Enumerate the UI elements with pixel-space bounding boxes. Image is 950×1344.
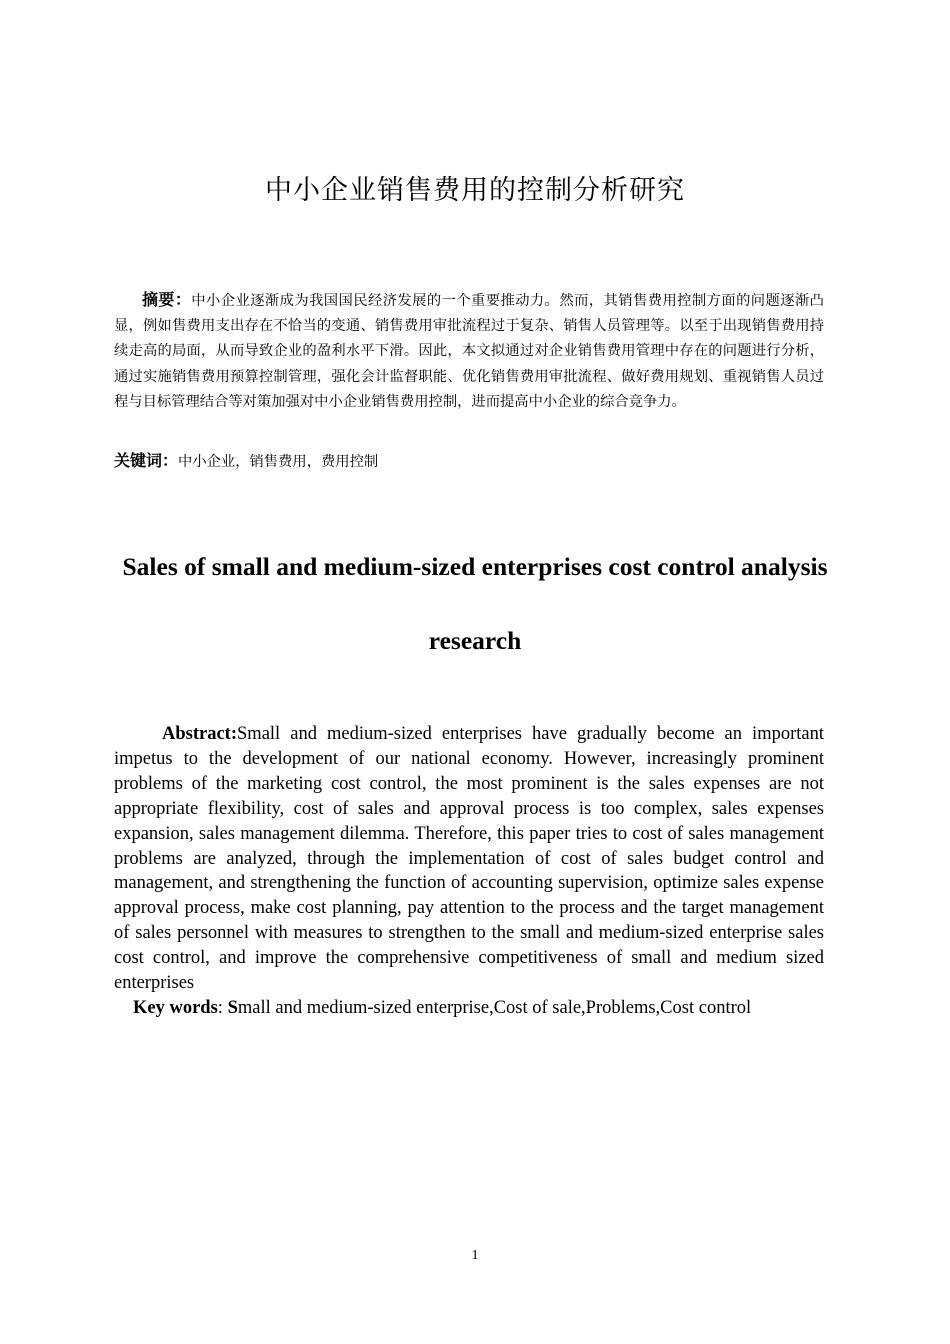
english-title-line-1: Sales of small and medium-sized enterprises cost control analysis bbox=[122, 552, 828, 581]
chinese-keywords-text: 中小企业，销售费用，费用控制 bbox=[178, 454, 379, 470]
english-keywords-separator: : bbox=[217, 998, 228, 1018]
english-abstract bbox=[114, 722, 824, 996]
page-number: 1 bbox=[471, 1248, 479, 1263]
english-keywords-text: mall and medium-sized enterprise,Cost of sale,Problems,Cost control bbox=[237, 998, 752, 1018]
chinese-abstract-label: 摘要 bbox=[142, 290, 175, 309]
english-abstract-label: Abstract: bbox=[162, 724, 238, 744]
english-title-line-2: research bbox=[428, 626, 522, 655]
english-keywords bbox=[114, 996, 824, 1021]
chinese-keywords-label: 关键词 bbox=[114, 451, 163, 470]
english-keywords-first-letter: S bbox=[227, 998, 238, 1018]
english-abstract-text: Small and medium-sized enterprises have gradually become an important impetus to the development of our national economy. However, increasingly prominent problems of the marketing cost control, the most prominent is the sales expenses are not appropriate flexibility, cost of sales and approval process is too complex, sales expenses expansion, sales management dilemma. Therefore, this paper tries to cost of sales management problems are analyzed, through the implementation of cost of sales budget control and management, and strengthening the function of accounting supervision, optimize sales expense approval process, make cost planning, pay attention to the process and the target management of sales personnel with measures to strengthen to the small and medium-sized enterprise sales cost control, and improve the comprehensive competitiveness of small and medium sized enterprises bbox=[114, 724, 824, 994]
chinese-abstract-separator: ： bbox=[174, 290, 192, 309]
chinese-abstract bbox=[114, 287, 824, 415]
chinese-title: 中小企业销售费用的控制分析研究 bbox=[265, 175, 685, 206]
english-keywords-label: Key words bbox=[133, 998, 218, 1018]
chinese-abstract-text: 中小企业逐渐成为我国国民经济发展的一个重要推动力。然而，其销售费用控制方面的问题逐渐凸显，例如售费用支出存在不恰当的变通、销售费用审批流程过于复杂、销售人员管理等。以至于出现销售费用持续走高的局面，从而导致企业的盈利水平下滑。因此，本文拟通过对企业销售费用管理中存在的问题进行分析，通过实施销售费用预算控制管理，强化会计监督职能、优化销售费用审批流程、做好费用规划、重视销售人员过程与目标管理结合等对策加强对中小企业销售费用控制，进而提高中小企业的综合竞争力。 bbox=[114, 293, 824, 410]
chinese-keywords-separator: ： bbox=[162, 451, 179, 470]
english-title bbox=[0, 530, 950, 678]
chinese-keywords bbox=[114, 448, 824, 475]
